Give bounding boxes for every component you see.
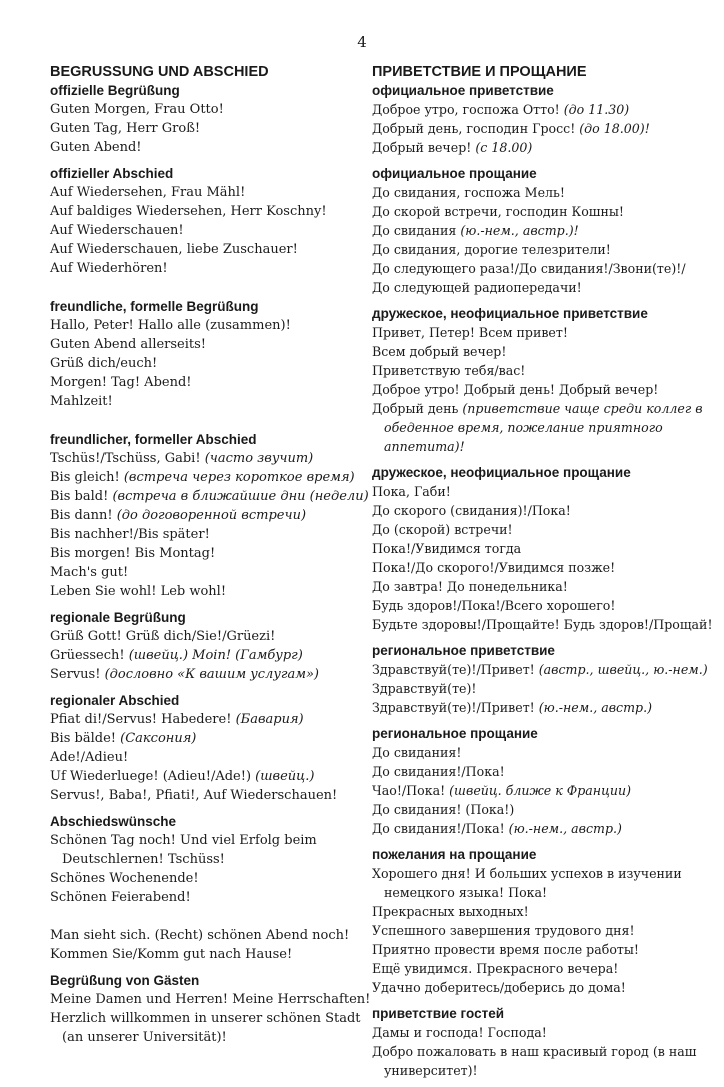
phrase-line xyxy=(372,138,708,157)
phrase-text: Schönen Feierabend! xyxy=(50,890,191,905)
section-list xyxy=(372,81,713,1080)
phrase-line xyxy=(50,373,362,392)
phrase-line xyxy=(372,501,708,520)
section xyxy=(372,641,708,717)
column-title: BEGRUSSUNG UND ABSCHIED xyxy=(50,64,269,80)
section-heading: дружеское, неофициальное прощание xyxy=(372,465,631,480)
phrase-text: До следующего раза!/До свидания!/Звони(те)!/ xyxy=(372,261,686,276)
section xyxy=(50,297,362,411)
phrase-text: До скорого (свидания)!/Пока! xyxy=(372,503,571,518)
phrase-text: Kommen Sie/Komm gut nach Hause! xyxy=(50,947,293,962)
phrase-line xyxy=(372,1023,708,1042)
phrase-line xyxy=(372,800,708,819)
phrase-text: Успешного завершения трудового дня! xyxy=(372,923,635,938)
phrase-text: Guten Abend! xyxy=(50,140,142,155)
section xyxy=(50,691,362,805)
phrase-note: (часто звучит) xyxy=(204,451,314,466)
phrase-line xyxy=(50,525,362,544)
phrase-text: До свидания!/Пока! xyxy=(372,764,505,779)
phrase-line xyxy=(50,183,362,202)
phrase-line xyxy=(50,392,362,411)
phrase-line xyxy=(50,468,362,487)
phrase-line xyxy=(372,743,708,762)
section xyxy=(372,724,708,838)
phrase-text: До скорой встречи, господин Кошны! xyxy=(372,204,624,219)
phrase-text: Привет, Петер! Всем привет! xyxy=(372,325,568,340)
phrase-line xyxy=(50,259,362,278)
section xyxy=(372,81,708,157)
section-heading: приветствие гостей xyxy=(372,1006,505,1021)
phrase-line xyxy=(50,119,362,138)
phrase-note: (до 11.30) xyxy=(563,102,630,117)
phrase-text: Чао!/Пока! xyxy=(372,783,450,798)
phrase-text: До свидания, госпожа Мель! xyxy=(372,185,565,200)
phrase-text: Uf Wiederluege! (Adieu!/Ade!) xyxy=(50,769,256,784)
phrase-text: Добрый день, господин Гросс! xyxy=(372,121,580,136)
phrase-text: Meine Damen und Herren! Meine Herrschaften! xyxy=(50,992,371,1007)
section xyxy=(372,164,708,297)
phrase-line xyxy=(372,819,708,838)
phrase-text: До свидания, дорогие телезрители! xyxy=(372,242,611,257)
phrase-text: Здравствуй(те)!/Привет! xyxy=(372,700,539,715)
phrase-text: Доброе утро, госпожа Отто! xyxy=(372,102,564,117)
phrase-line xyxy=(50,221,362,240)
phrase-text: Morgen! Tag! Abend! xyxy=(50,375,192,390)
phrase-text: Добро пожаловать в наш красивый город (в наш университет)! xyxy=(372,1044,697,1078)
phrase-line xyxy=(50,582,362,601)
phrase-line xyxy=(50,888,362,907)
phrase-text: Leben Sie wohl! Leb wohl! xyxy=(50,584,227,599)
phrase-line xyxy=(372,240,708,259)
phrase-text: Auf Wiedersehen, Frau Mähl! xyxy=(50,185,246,200)
phrase-text: Доброе утро! Добрый день! Добрый вечер! xyxy=(372,382,659,397)
phrase-line xyxy=(372,183,708,202)
phrase-text: Auf Wiederschauen, liebe Zuschauer! xyxy=(50,242,298,257)
phrase-text: До свидания xyxy=(372,223,461,238)
phrase-text: Herzlich willkommen in unserer schönen Stadt (an unserer Universität)! xyxy=(50,1011,361,1045)
phrase-line xyxy=(372,361,708,380)
phrase-line xyxy=(50,748,362,767)
phrase-line xyxy=(50,563,362,582)
phrase-line xyxy=(50,945,362,964)
german-column xyxy=(50,63,371,1054)
section xyxy=(50,926,362,964)
phrase-text: Здравствуй(те)! xyxy=(372,681,477,696)
section xyxy=(50,812,362,907)
phrase-line xyxy=(372,278,708,297)
section xyxy=(50,608,362,684)
phrase-text: Пока!/До скорого!/Увидимся позже! xyxy=(372,560,616,575)
phrase-line xyxy=(372,100,708,119)
phrase-line xyxy=(50,831,362,869)
phrase-note: (швейц.) xyxy=(255,769,315,784)
section-heading: regionale Begrüßung xyxy=(50,610,186,625)
phrase-line xyxy=(50,202,362,221)
phrase-text: Hallo, Peter! Hallo alle (zusammen)! xyxy=(50,318,291,333)
phrase-text: До завтра! До понедельника! xyxy=(372,579,568,594)
section-heading: Abschiedswünsche xyxy=(50,814,177,829)
phrase-text: Bis gleich! xyxy=(50,470,124,485)
phrase-line xyxy=(372,520,708,539)
phrase-line xyxy=(50,544,362,563)
section xyxy=(372,463,713,634)
phrase-text: До свидания! xyxy=(372,745,462,760)
section-heading: региональное приветствие xyxy=(372,643,555,658)
phrase-text: До (скорой) встречи! xyxy=(372,522,513,537)
phrase-note: (Бавария) xyxy=(235,712,304,727)
section xyxy=(372,845,708,997)
phrase-note: (с 18.00) xyxy=(475,140,533,155)
phrase-text: Guten Morgen, Frau Otto! xyxy=(50,102,224,117)
phrase-line xyxy=(50,646,362,665)
phrase-text: Grüß Gott! Grüß dich/Sie!/Grüezi! xyxy=(50,629,276,644)
phrase-note: (швейц. ближе к Франции) xyxy=(449,783,632,798)
section-heading: официальное прощание xyxy=(372,166,537,181)
phrase-line xyxy=(372,615,713,634)
section-heading: offizieller Abschied xyxy=(50,166,174,181)
phrase-line xyxy=(372,1042,708,1080)
section-heading: дружеское, неофициальное приветствие xyxy=(372,306,648,321)
section xyxy=(372,304,708,456)
phrase-text: Удачно доберитесь/доберись до дома! xyxy=(372,980,626,995)
phrase-text: Mach's gut! xyxy=(50,565,129,580)
phrase-text: Man sieht sich. (Recht) schönen Abend noch! xyxy=(50,928,350,943)
phrase-text: Pfiat di!/Servus! Habedere! xyxy=(50,712,236,727)
phrase-text: Auf Wiederschauen! xyxy=(50,223,184,238)
section xyxy=(50,430,369,601)
phrase-text: Хорошего дня! И больших успехов в изучении немецкого языка! Пока! xyxy=(372,866,682,900)
phrase-line xyxy=(372,399,708,456)
column-title: ПРИВЕТСТВИЕ И ПРОЩАНИЕ xyxy=(372,64,587,80)
phrase-line xyxy=(50,1009,362,1047)
phrase-text: Дамы и господа! Господа! xyxy=(372,1025,547,1040)
phrase-line xyxy=(50,100,362,119)
phrase-line xyxy=(372,959,708,978)
phrase-line xyxy=(50,138,362,157)
phrase-line xyxy=(50,487,369,506)
phrase-line xyxy=(372,921,708,940)
phrase-line xyxy=(372,558,708,577)
phrase-note: (австр., швейц., ю.-нем.) xyxy=(538,662,708,677)
phrase-text: Auf baldiges Wiedersehen, Herr Koschny! xyxy=(50,204,327,219)
phrase-line xyxy=(50,506,362,525)
phrase-line xyxy=(50,665,362,684)
phrase-text: Servus! xyxy=(50,667,105,682)
phrase-note: (ю.-нем., австр.) xyxy=(538,700,653,715)
phrase-note: (ю.-нем., австр.)! xyxy=(460,223,579,238)
phrase-text: Добрый день xyxy=(372,401,463,416)
phrase-line xyxy=(50,627,362,646)
section xyxy=(372,1004,708,1080)
phrase-line xyxy=(372,380,708,399)
phrase-text: Прекрасных выходных! xyxy=(372,904,529,919)
phrase-line xyxy=(372,596,708,615)
phrase-text: Пока, Габи! xyxy=(372,484,451,499)
phrase-text: Здравствуй(те)!/Привет! xyxy=(372,662,539,677)
phrase-text: Пока!/Увидимся тогда xyxy=(372,541,522,556)
phrase-line xyxy=(50,869,362,888)
phrase-note: (швейц.) Moin! (Гамбург) xyxy=(128,648,303,663)
phrase-note: (Саксония) xyxy=(120,731,197,746)
section xyxy=(50,81,362,157)
page-number: 4 xyxy=(357,33,367,51)
phrase-line xyxy=(372,577,708,596)
phrase-line xyxy=(372,259,708,278)
phrase-text: Schönen Tag noch! Und viel Erfolg beim Deutschlernen! Tschüss! xyxy=(50,833,317,867)
section-heading: региональное прощание xyxy=(372,726,538,741)
section-heading: offizielle Begrüßung xyxy=(50,83,180,98)
section-list xyxy=(50,81,371,1047)
phrase-text: Всем добрый вечер! xyxy=(372,344,507,359)
phrase-text: Ещё увидимся. Прекрасного вечера! xyxy=(372,961,619,976)
phrase-note: (до договоренной встречи) xyxy=(116,508,307,523)
section-heading: официальное приветствие xyxy=(372,83,554,98)
phrase-text: Grüessech! xyxy=(50,648,129,663)
phrase-line xyxy=(50,710,362,729)
phrase-text: Mahlzeit! xyxy=(50,394,113,409)
phrase-text: Ade!/Adieu! xyxy=(50,750,129,765)
phrase-text: Auf Wiederhören! xyxy=(50,261,168,276)
phrase-line xyxy=(372,762,708,781)
phrase-text: Bis bälde! xyxy=(50,731,121,746)
section-heading: freundliche, formelle Begrüßung xyxy=(50,299,259,314)
phrase-line xyxy=(372,698,708,717)
section-heading: freundlicher, formeller Abschied xyxy=(50,432,257,447)
phrase-line xyxy=(372,119,708,138)
phrase-line xyxy=(372,781,708,800)
phrase-text: Tschüs!/Tschüss, Gabi! xyxy=(50,451,205,466)
phrase-line xyxy=(50,786,362,805)
phrase-text: Bis bald! xyxy=(50,489,113,504)
phrase-line xyxy=(372,482,708,501)
phrase-line xyxy=(50,449,362,468)
phrase-note: (ю.-нем., австр.) xyxy=(508,821,622,836)
phrase-line xyxy=(50,316,362,335)
phrase-line xyxy=(372,978,708,997)
phrase-note: (дословно «К вашим услугам») xyxy=(104,667,319,682)
phrase-text: Добрый вечер! xyxy=(372,140,476,155)
phrase-text: Будьте здоровы!/Прощайте! Будь здоров!/Прощай! xyxy=(372,617,713,632)
section-heading: пожелания на прощание xyxy=(372,847,537,862)
phrase-text: До свидания!/Пока! xyxy=(372,821,509,836)
phrase-line xyxy=(372,679,708,698)
section xyxy=(50,971,371,1047)
phrase-text: Bis dann! xyxy=(50,508,117,523)
phrase-line xyxy=(372,864,708,902)
phrase-text: Grüß dich/euch! xyxy=(50,356,158,371)
phrase-line xyxy=(372,902,708,921)
phrase-text: До следующей радиопередачи! xyxy=(372,280,582,295)
phrase-text: Будь здоров!/Пока!/Всего хорошего! xyxy=(372,598,616,613)
phrase-note: (встреча через короткое время) xyxy=(123,470,355,485)
phrase-line xyxy=(50,767,362,786)
section-heading: regionaler Abschied xyxy=(50,693,180,708)
phrase-line xyxy=(50,354,362,373)
phrase-line xyxy=(50,729,362,748)
phrase-text: Приветствую тебя/вас! xyxy=(372,363,526,378)
phrase-text: Schönes Wochenende! xyxy=(50,871,199,886)
phrase-line xyxy=(50,990,371,1009)
phrase-line xyxy=(372,660,708,679)
phrase-note: (приветствие чаще среди коллег в обеденное время, пожелание приятного аппетита)! xyxy=(384,401,703,454)
phrase-line xyxy=(372,202,708,221)
phrase-text: Servus!, Baba!, Pfiati!, Auf Wiederschauen! xyxy=(50,788,338,803)
phrase-line xyxy=(50,926,362,945)
section-heading: Begrüßung von Gästen xyxy=(50,973,200,988)
phrase-note: (до 18.00)! xyxy=(579,121,650,136)
phrase-line xyxy=(372,221,708,240)
phrase-line xyxy=(372,342,708,361)
phrase-line xyxy=(372,539,708,558)
phrase-text: Bis morgen! Bis Montag! xyxy=(50,546,216,561)
phrase-line xyxy=(372,940,708,959)
phrase-line xyxy=(50,335,362,354)
phrase-text: Guten Abend allerseits! xyxy=(50,337,207,352)
phrase-line xyxy=(372,323,708,342)
russian-column xyxy=(372,63,713,1087)
phrase-text: Приятно провести время после работы! xyxy=(372,942,639,957)
phrase-line xyxy=(50,240,362,259)
section xyxy=(50,164,362,278)
phrase-text: Guten Tag, Herr Groß! xyxy=(50,121,201,136)
phrase-text: До свидания! (Пока!) xyxy=(372,802,515,817)
phrase-note: (встреча в ближайшие дни (недели) xyxy=(112,489,369,504)
phrase-text: Bis nachher!/Bis später! xyxy=(50,527,210,542)
